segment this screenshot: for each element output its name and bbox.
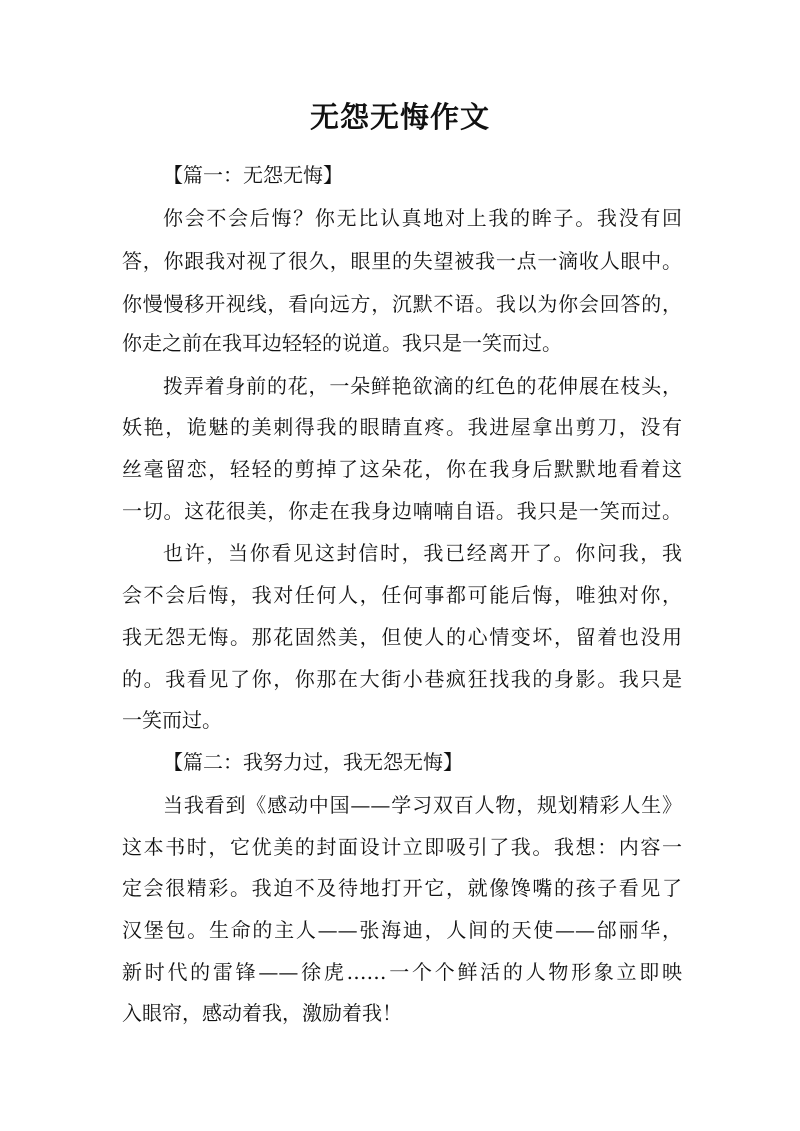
paragraph-line: 这本书时，它优美的封面设计立即吸引了我。我想：内容一 [122, 835, 682, 859]
paragraph-line: 你慢慢移开视线，看向远方，沉默不语。我以为你会回答的， [122, 292, 682, 316]
paragraph-line: 你走之前在我耳边轻轻的说道。我只是一笑而过。 [122, 331, 562, 355]
paragraph-line: 汉堡包。生命的主人——张海迪，人间的天使——邰丽华， [122, 918, 682, 942]
paragraph-line: 一笑而过。 [122, 708, 222, 732]
paragraph-line: 一切。这花很美，你走在我身边喃喃自语。我只是一笑而过。 [122, 499, 682, 523]
paragraph-line: 新时代的雷锋——徐虎……一个个鲜活的人物形象立即映 [122, 960, 682, 984]
paragraph-line: 当我看到《感动中国——学习双百人物，规划精彩人生》 [163, 793, 682, 817]
paragraph-line: 答，你跟我对视了很久，眼里的失望被我一点一滴收人眼中。 [122, 249, 682, 273]
paragraph-line: 丝毫留恋，轻轻的剪掉了这朵花，你在我身后默默地看着这 [122, 457, 682, 481]
paragraph-line: 入眼帘，感动着我，激励着我！ [122, 1001, 402, 1025]
paragraph-line: 你会不会后悔？你无比认真地对上我的眸子。我没有回 [163, 206, 682, 230]
paragraph-line: 定会很精彩。我迫不及待地打开它，就像馋嘴的孩子看见了 [122, 876, 682, 900]
paragraph-line: 拨弄着身前的花，一朵鲜艳欲滴的红色的花伸展在枝头， [163, 374, 682, 398]
document-title: 无怨无悔作文 [309, 100, 490, 134]
section-heading: 【篇二：我努力过，我无怨无悔】 [163, 750, 463, 774]
section-heading: 【篇一：无怨无悔】 [163, 163, 343, 187]
paragraph-line: 的。我看见了你，你那在大街小巷疯狂找我的身影。我只是 [122, 667, 682, 691]
paragraph-line: 也许，当你看见这封信时，我已经离开了。你问我，我 [163, 541, 682, 565]
paragraph-line: 妖艳，诡魅的美刺得我的眼睛直疼。我进屋拿出剪刀，没有 [122, 415, 682, 439]
paragraph-line: 会不会后悔，我对任何人，任何事都可能后悔，唯独对你， [122, 583, 682, 607]
paragraph-line: 我无怨无悔。那花固然美，但使人的心情变坏，留着也没用 [122, 625, 682, 649]
